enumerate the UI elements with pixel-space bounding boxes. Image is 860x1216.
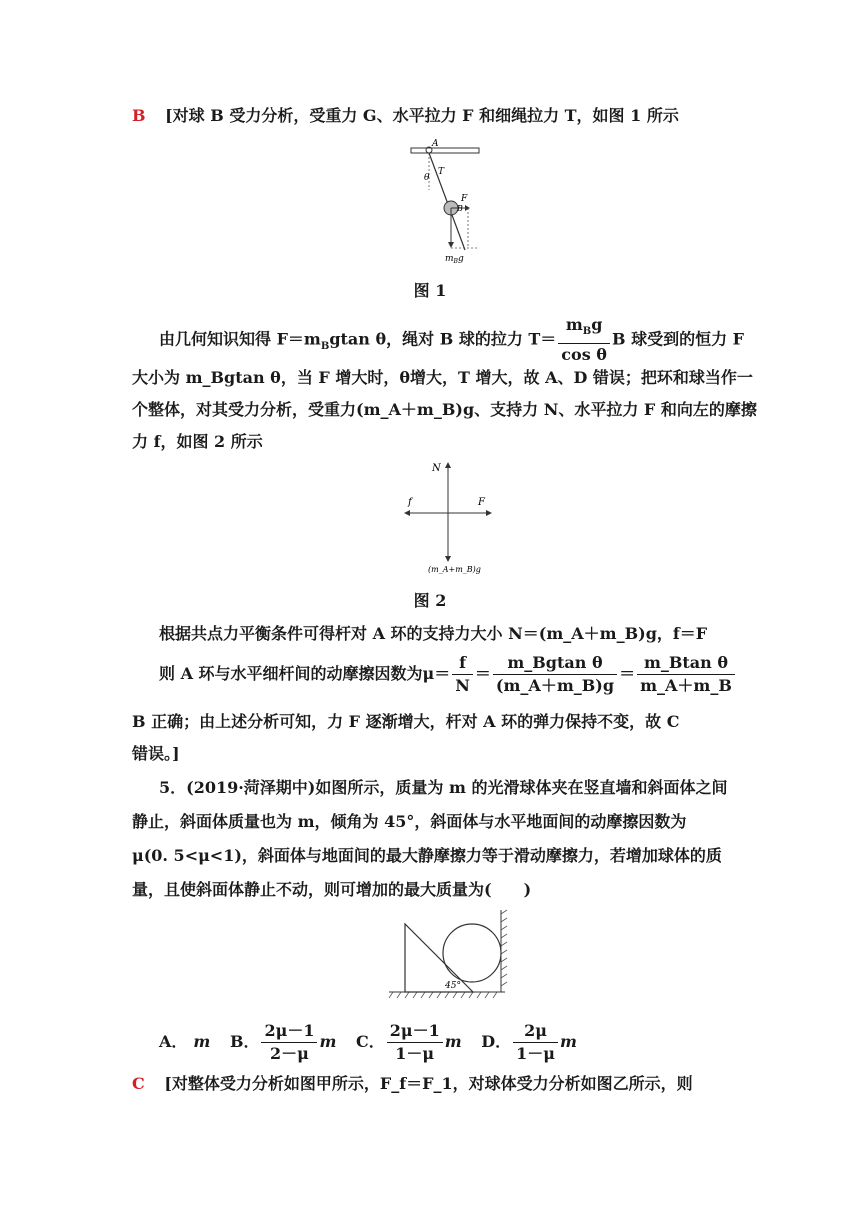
figure-2-diagram bbox=[400, 458, 500, 578]
answer-5-letter: C bbox=[132, 1074, 145, 1093]
analysis-line-7: 错误。] bbox=[132, 744, 180, 763]
friction-coefficient-line: 则 A 环与水平细杆间的动摩擦因数为μ＝ $\frac{f}{N}$ ＝ $\frac{\text{m\_Bgtan θ}}{(m\_A+m\_B)g}$ ＝ $\frac{\text{m\_Btan θ}}{m\_A+m\_B}$ bbox=[159, 652, 737, 697]
question-5-line-1: 5．(2019·菏泽期中)如图所示，质量为 m 的光滑球体夹在竖直墙和斜面体之间 bbox=[159, 778, 728, 797]
fig2-label-f-left: f bbox=[408, 497, 412, 508]
answer-line-1 bbox=[132, 104, 679, 128]
question-5-diagram bbox=[385, 908, 515, 1000]
option-a[interactable]: A． m bbox=[159, 1032, 211, 1051]
analysis-text: [对球 B 受力分析，受重力 G、水平拉力 F 和细绳拉力 T，如图 1 所示 bbox=[165, 106, 679, 125]
figure-1-diagram bbox=[405, 138, 485, 266]
analysis-line-2: 由几何知识知得 $F=m_Bgtan$ θ，绳对 B 球的拉力 T＝ $\frac{m_Bg}{\text{cos θ}}$ B 球受到的恒力 F bbox=[159, 315, 744, 365]
mu-fraction-3: $\frac{\text{m\_Btan θ}}{m\_A+m\_B}$ bbox=[637, 652, 735, 697]
question-5-line-3: μ(0. 5<μ<1)，斜面体与地面间的最大静摩擦力等于滑动摩擦力，若增加球体的质 bbox=[132, 846, 722, 865]
analysis-line-3: 大小为 m_Bgtan θ，当 F 增大时，θ增大，T 增大，故 A、D 错误；把环和球当作一 bbox=[132, 368, 753, 387]
fig2-label-n: N bbox=[432, 463, 441, 474]
figure-1-caption: 图 1 bbox=[413, 281, 447, 300]
fig1-label-t: T bbox=[438, 167, 445, 177]
question-5-line-4: 量，且使斜面体静止不动，则可增加的最大质量为( ) bbox=[132, 880, 532, 899]
analysis-line-5: 力 f，如图 2 所示 bbox=[132, 432, 263, 451]
question-5-line-2: 静止，斜面体质量也为 m，倾角为 45°，斜面体与水平地面间的动摩擦因数为 bbox=[132, 812, 687, 831]
fig1-label-b: B bbox=[457, 204, 463, 213]
figure-2-caption: 图 2 bbox=[413, 591, 447, 610]
fig1-label-f: F bbox=[461, 194, 468, 204]
mu-fraction-2: $\frac{\text{m\_Bgtan θ}}{(m\_A+m\_B)g}$ bbox=[493, 652, 617, 697]
fig1-label-a: A bbox=[432, 139, 439, 149]
answer-letter: B bbox=[132, 106, 146, 125]
option-b[interactable]: B． $\frac{2\mu-1}{2-\mu}$ m bbox=[229, 1021, 337, 1063]
options-row bbox=[159, 1018, 577, 1066]
mu-fraction-1: $\frac{f}{N}$ bbox=[452, 652, 473, 697]
analysis-line-4: 个整体，对其受力分析，受重力(m_A＋m_B)g、支持力 N、水平拉力 F 和向左的摩擦 bbox=[132, 400, 757, 419]
fig2-label-g: (m_A+m_B)g bbox=[428, 565, 481, 574]
equilibrium-line: 根据共点力平衡条件可得杆对 A 环的支持力大小 N＝(m_A＋m_B)g，f＝F bbox=[159, 624, 708, 643]
analysis-line-6: B 正确；由上述分析可知，力 F 逐渐增大，杆对 A 环的弹力保持不变，故 C bbox=[132, 712, 680, 731]
option-c[interactable]: C． $\frac{2\mu-1}{1-\mu}$ m bbox=[355, 1021, 462, 1063]
answer-5-text: [对整体受力分析如图甲所示，F_f＝F_1，对球体受力分析如图乙所示，则 bbox=[164, 1074, 693, 1093]
angle-label: 45° bbox=[445, 981, 461, 991]
tension-fraction: $\frac{m_Bg}{\text{cos θ}}$ bbox=[558, 314, 610, 366]
fig1-label-g: $m_Bg$ bbox=[445, 254, 464, 265]
answer-5-line bbox=[132, 1072, 693, 1096]
fig1-label-theta: θ bbox=[424, 173, 430, 183]
fig2-label-f-right: F bbox=[478, 497, 485, 508]
option-d[interactable]: D． $\frac{2\mu}{1-\mu}$ m bbox=[481, 1021, 577, 1063]
